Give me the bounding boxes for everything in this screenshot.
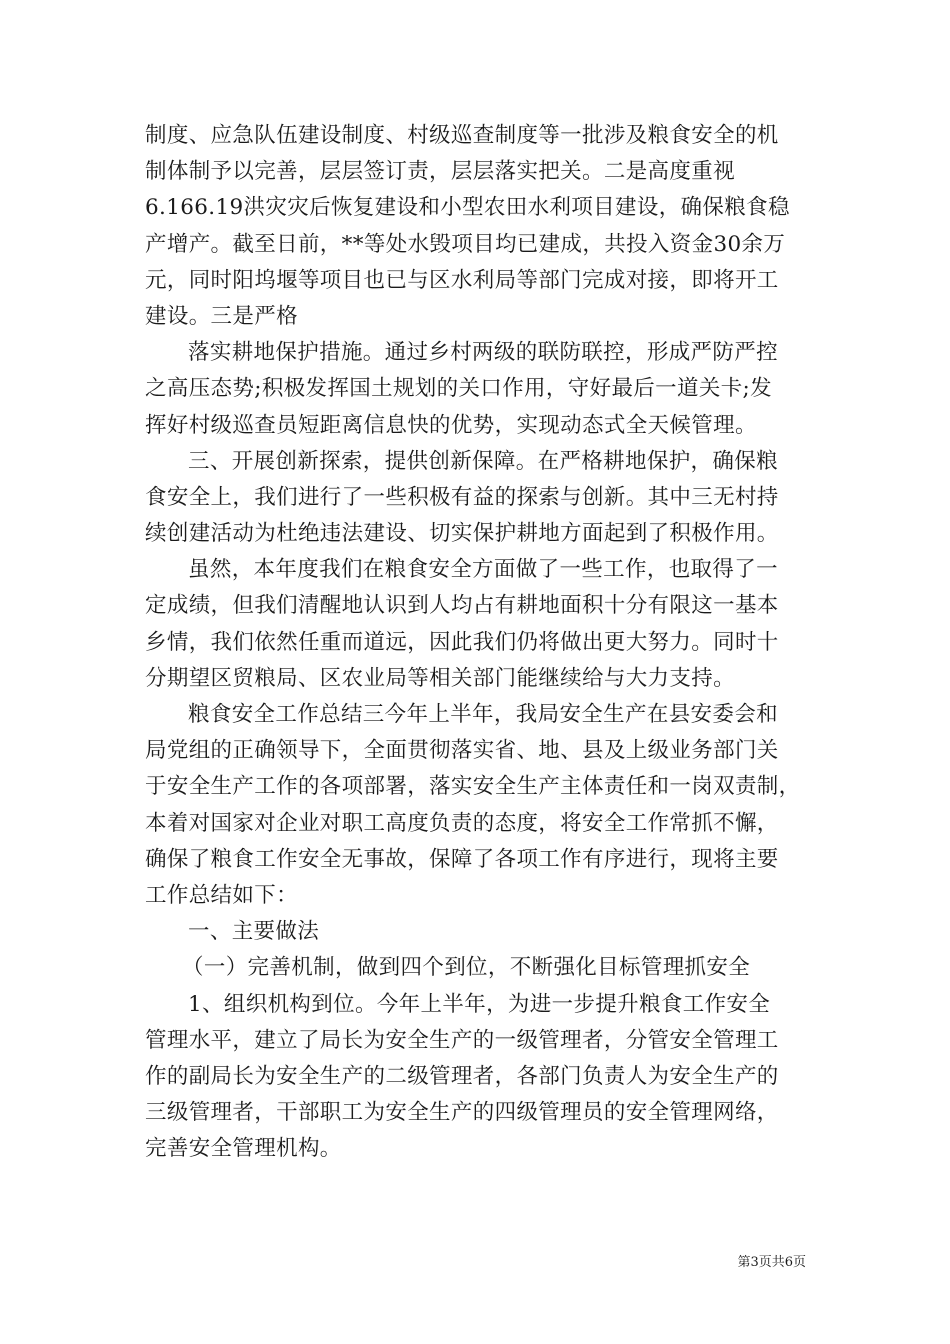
text-line: 制度、应急队伍建设制度、村级巡查制度等一批涉及粮食安全的机	[145, 123, 779, 148]
text-line: 之高压态势;积极发挥国土规划的关口作用，守好最后一道关卡;发	[145, 376, 772, 402]
text-line: 局党组的正确领导下，全面贯彻落实省、地、县及上级业务部门关	[145, 738, 779, 764]
document-body	[145, 118, 825, 1167]
paragraph-start: 虽然，本年度我们在粮食安全方面做了一些工作，也取得了一	[188, 557, 778, 583]
text-line: 分期望区贸粮局、区农业局等相关部门能继续给与大力支持。	[145, 665, 735, 691]
text-line: 制体制予以完善，层层签订责，层层落实把关。二是高度重视	[145, 159, 735, 185]
text-line: 6.166.19洪灾灾后恢复建设和小型农田水利项目建设，确保粮食稳	[145, 195, 790, 221]
text-line: 挥好村级巡查员短距离信息快的优势，实现动态式全天候管理。	[145, 412, 757, 438]
text-line: 建设。三是严格	[145, 303, 298, 329]
subsection-heading: （一）完善机制，做到四个到位，不断强化目标管理抓安全	[182, 955, 751, 981]
text-line: 乡情，我们依然任重而道远，因此我们仍将做出更大努力。同时十	[145, 629, 779, 655]
text-line: 续创建活动为杜绝违法建设、切实保护耕地方面起到了积极作用。	[145, 521, 779, 547]
text-line: 作的副局长为安全生产的二级管理者，各部门负责人为安全生产的	[145, 1063, 779, 1089]
paragraph-start: 落实耕地保护措施。通过乡村两级的联防联控，形成严防严控	[188, 340, 778, 366]
text-line: 确保了粮食工作安全无事故，保障了各项工作有序进行，现将主要	[145, 846, 779, 872]
page-number: 第3页共6页	[737, 1255, 806, 1270]
text-line: 元，同时阳坞堰等项目也已与区水利局等部门完成对接，即将开工	[145, 267, 779, 293]
text-line: 本着对国家对企业对职工高度负责的态度，将安全工作常抓不懈，	[145, 810, 779, 836]
text-line: 产增产。截至日前，**等处水毁项目均已建成，共投入资金30余万	[145, 231, 786, 257]
paragraph-start: 三、开展创新探索，提供创新保障。在严格耕地保护，确保粮	[188, 448, 778, 474]
text-line: 完善安全管理机构。	[145, 1136, 342, 1162]
text-line: 三级管理者，干部职工为安全生产的四级管理员的安全管理网络，	[145, 1100, 779, 1126]
paragraph-start: 粮食安全工作总结三今年上半年，我局安全生产在县安委会和	[188, 702, 778, 727]
section-heading: 一、主要做法	[188, 919, 320, 945]
paragraph-start: 1、组织机构到位。今年上半年，为进一步提升粮食工作安全	[188, 991, 771, 1017]
text-line: 定成绩，但我们清醒地认识到人均占有耕地面积十分有限这一基本	[145, 593, 779, 619]
text-line: 工作总结如下：	[145, 882, 298, 908]
text-line: 食安全上，我们进行了一些积极有益的探索与创新。其中三无村持	[145, 484, 779, 510]
text-line: 管理水平，建立了局长为安全生产的一级管理者，分管安全管理工	[145, 1027, 779, 1053]
text-line: 于安全生产工作的各项部署，落实安全生产主体责任和一岗双责制，	[145, 774, 801, 800]
